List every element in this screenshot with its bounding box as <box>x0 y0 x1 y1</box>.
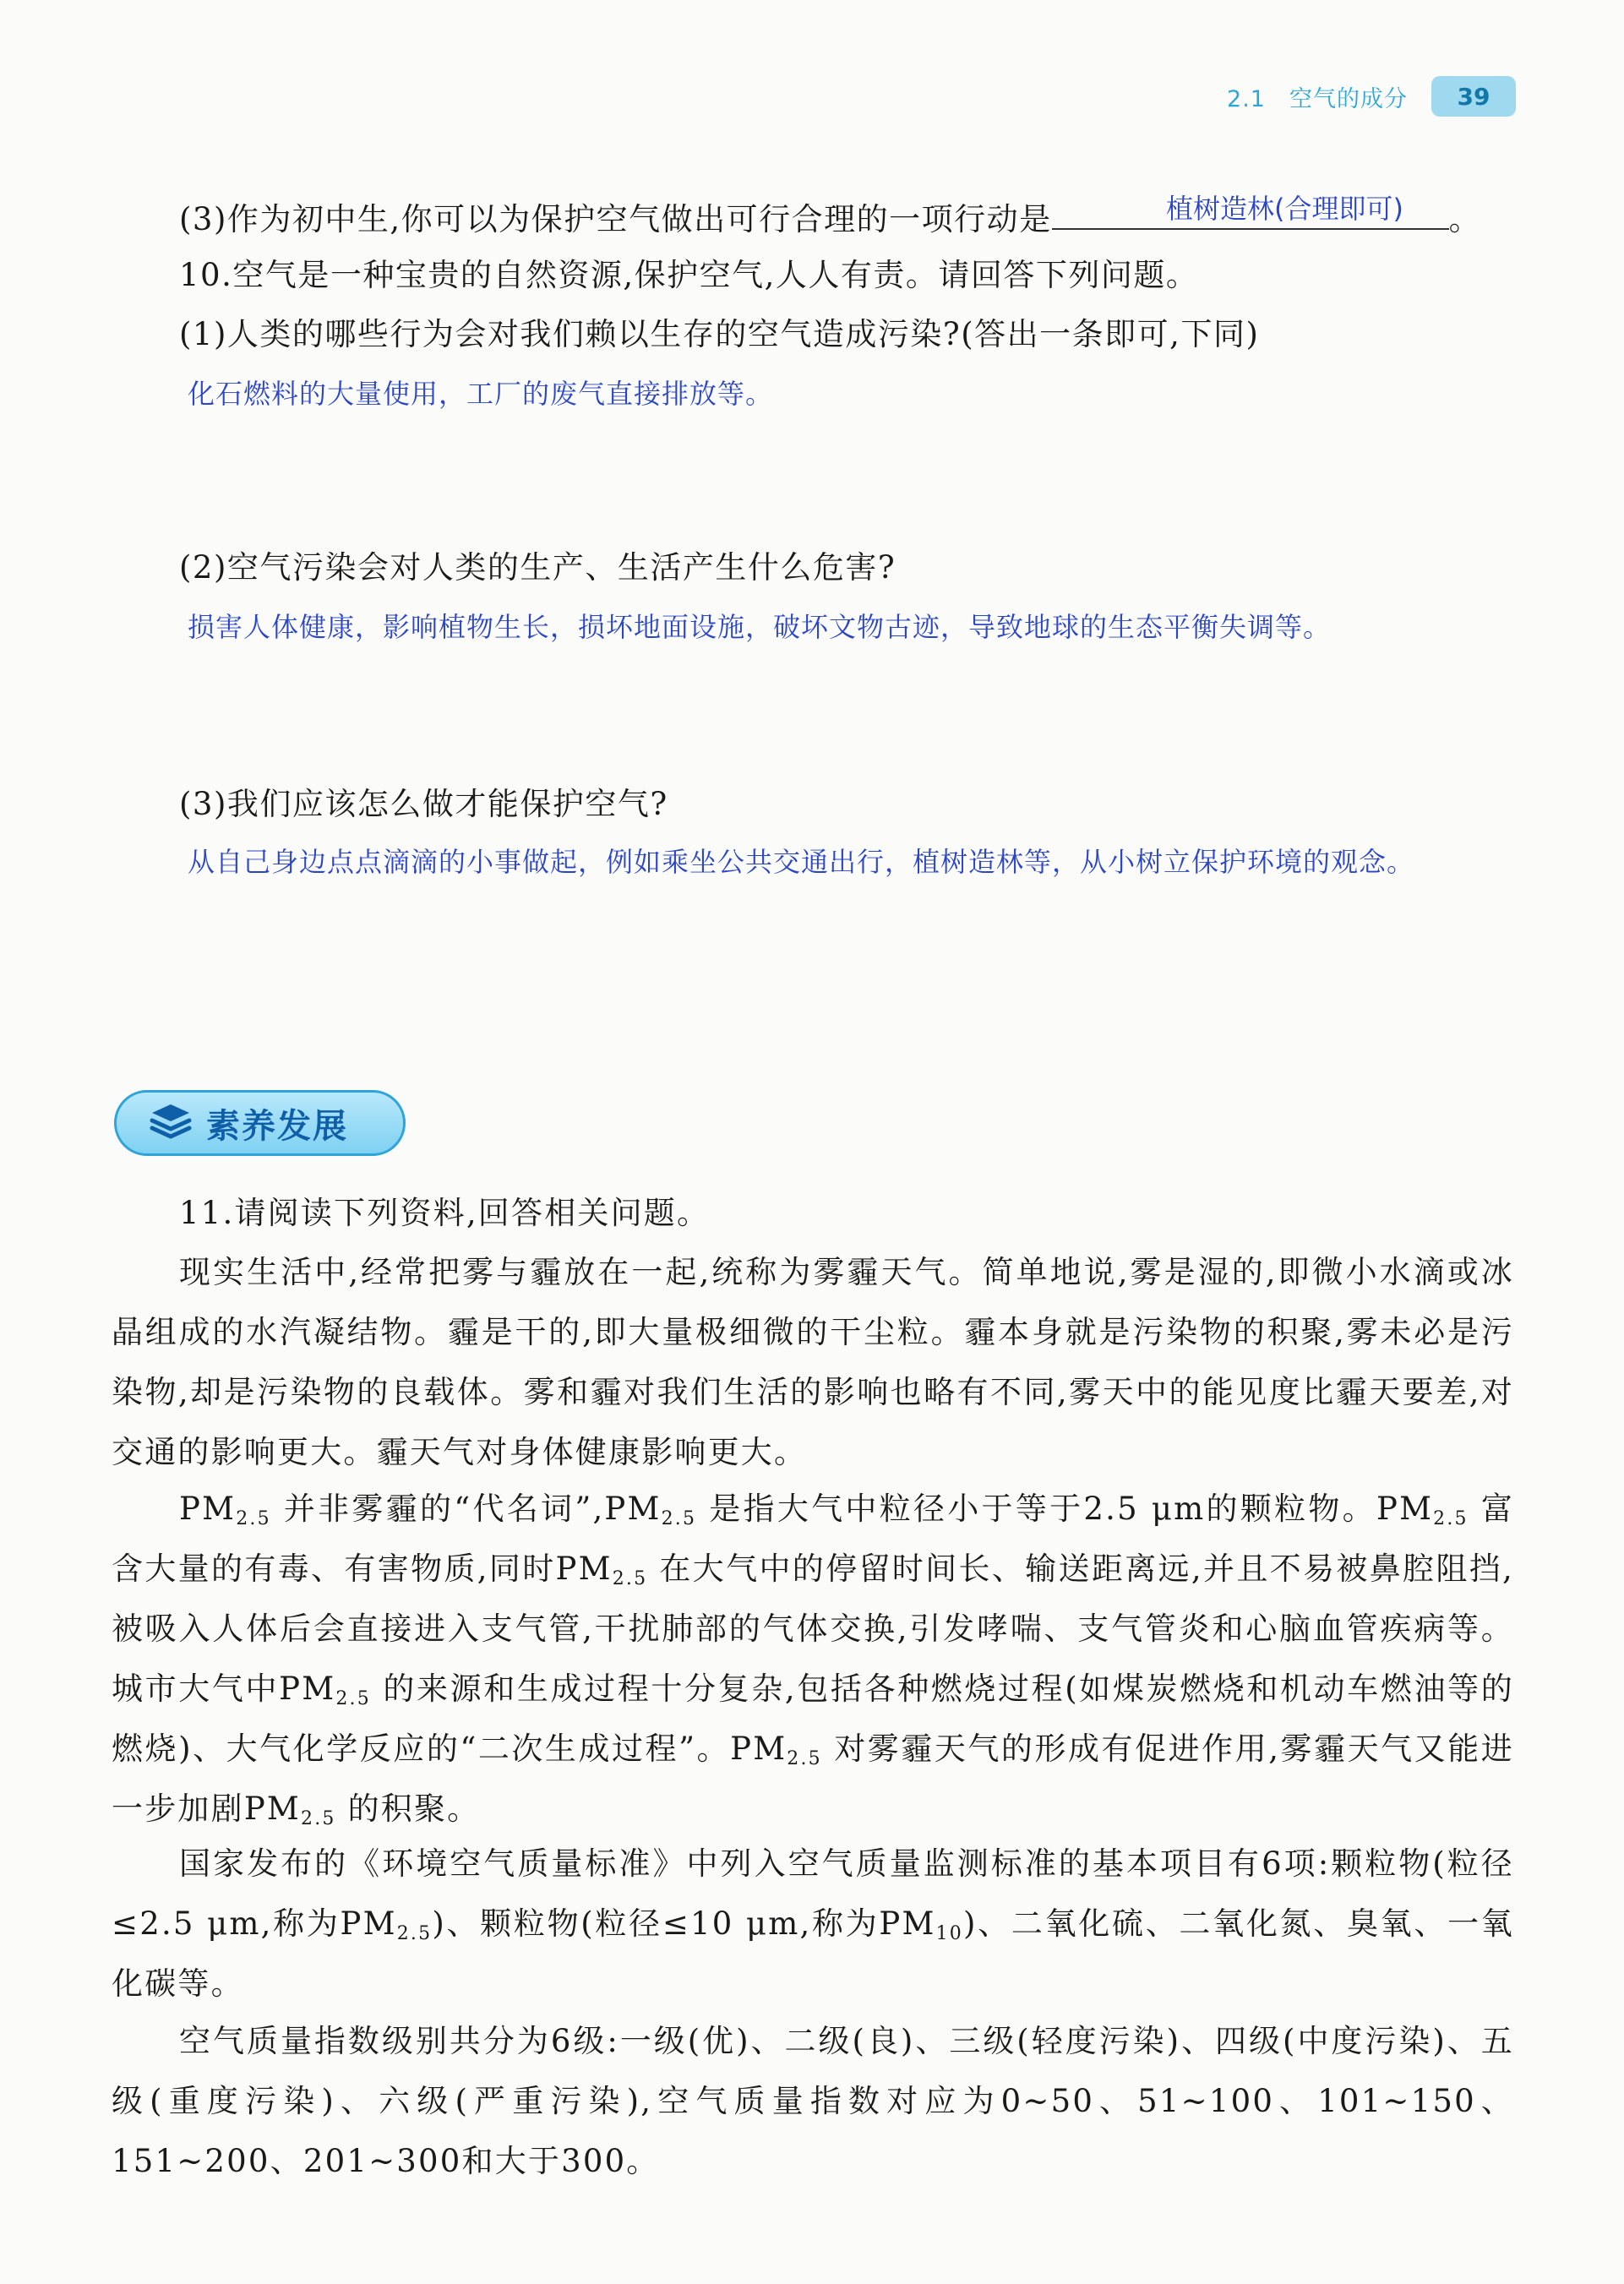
q10-answer1: 化石燃料的大量使用，工厂的废气直接排放等。 <box>188 378 774 410</box>
q10-answer2: 损害人体健康，影响植物生长，损坏地面设施，破坏文物古迹，导致地球的生态平衡失调等。 <box>188 611 1332 643</box>
section-title: 2.1 空气的成分 <box>1227 85 1408 112</box>
q10-part2: (2)空气污染会对人类的生产、生活产生什么危害? <box>179 549 896 586</box>
q10-stem: 10.空气是一种宝贵的自然资源,保护空气,人人有责。请回答下列问题。 <box>179 257 1199 293</box>
q11-paragraph-2: $PM_{2.5}$ 并非雾霾的“代名词$”,PM_{2.5}$ 是指大气中粒径小于等于2.5 μm的颗粒物。$PM_{2.5}$ 富含大量的有毒、有害物质,同时$PM_{2.5}$ 在大气中的停留时间长、输送距离远,并且不易被鼻腔阻挡,被吸入人体后会直接进入支气管,干扰肺部的气体交换,引发哮喘、支气管炎和心脑血管疾病等。城市大气中$PM_{2.5}$ 的来源和生成过程十分复杂,包括各种燃烧过程(如煤炭燃烧和机动车燃油等的燃烧)、大气化学反应的“二次生成过程”。$PM_{2.5}$ 对雾霾天气的形成有促进作用,雾霾天气又能进一步加剧$PM_{2.5}$ 的积聚。 <box>112 1491 1515 1829</box>
q10-part3: (3)我们应该怎么做才能保护空气? <box>179 786 668 822</box>
q9-part3-prompt: (3)作为初中生,你可以为保护空气做出可行合理的一项行动是 <box>179 201 1052 237</box>
section-badge-title: 素养发展 <box>206 1106 348 1146</box>
books-stack-icon <box>149 1103 193 1143</box>
section-badge <box>114 1090 406 1156</box>
q9-part3-suffix: 。 <box>1448 201 1482 237</box>
q11-stem: 11.请阅读下列资料,回答相关问题。 <box>179 1195 711 1231</box>
q11-paragraph-1: 现实生活中,经常把雾与霾放在一起,统称为雾霾天气。简单地说,雾是湿的,即微小水滴或冰晶组成的水汽凝结物。霾是干的,即大量极细微的干尘粒。霾本身就是污染物的积聚,雾未必是污染物,却是污染物的良载体。雾和霾对我们生活的影响也略有不同,雾天中的能见度比霾天要差,对交通的影响更大。霾天气对身体健康影响更大。 <box>112 1254 1514 1470</box>
q10-part1: (1)人类的哪些行为会对我们赖以生存的空气造成污染?(答出一条即可,下同) <box>179 316 1260 352</box>
q10-answer3: 从自己身边点点滴滴的小事做起，例如乘坐公共交通出行，植树造林等，从小树立保护环境的观念。 <box>188 846 1415 878</box>
page-header <box>1227 76 1516 117</box>
q11-paragraph-3: 国家发布的《环境空气质量标准》中列入空气质量监测标准的基本项目有6项:颗粒物(粒径≤2.5 μm,称为$PM_{2.5}$)、颗粒物(粒径≤10 μm,称为$PM_{10}$)、二氧化硫、二氧化氮、臭氧、一氧化碳等。 <box>112 1845 1514 2002</box>
page-number: 39 <box>1431 76 1516 117</box>
q9-part3-answer: 植树造林(合理即可) <box>1166 193 1403 225</box>
q11-paragraph-4: 空气质量指数级别共分为6级:一级(优)、二级(良)、三级(轻度污染)、四级(中度污染)、五级(重度污染)、六级(严重污染),空气质量指数对应为0~50、51~100、101~150、151~200、201~300和大于300。 <box>112 2023 1514 2179</box>
